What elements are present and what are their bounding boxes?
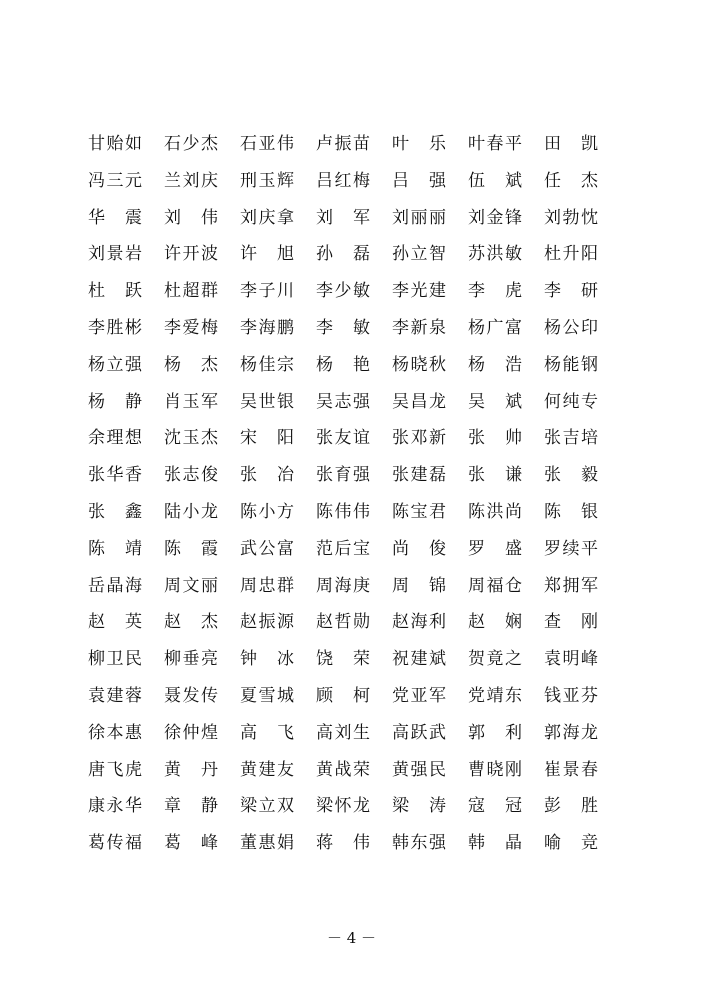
name-entry: 杨晓秋 bbox=[392, 354, 446, 375]
name-entry: 祝建斌 bbox=[392, 649, 446, 670]
name-entry: 苏洪敏 bbox=[468, 244, 522, 265]
name-entry: 武公富 bbox=[240, 538, 294, 559]
name-entry: 党亚军 bbox=[392, 685, 446, 706]
name-entry: 陈 霞 bbox=[164, 538, 218, 559]
name-entry: 陈宝君 bbox=[392, 501, 446, 522]
name-entry: 崔景春 bbox=[544, 759, 598, 780]
name-entry: 袁建蓉 bbox=[88, 685, 142, 706]
name-entry: 陈 银 bbox=[544, 501, 598, 522]
name-entry: 张 冶 bbox=[240, 465, 294, 486]
name-entry: 吴世银 bbox=[240, 391, 294, 412]
name-entry: 黄建友 bbox=[240, 759, 294, 780]
name-entry: 曹晓刚 bbox=[468, 759, 522, 780]
name-entry: 章 静 bbox=[164, 796, 218, 817]
name-entry: 刘勃忱 bbox=[544, 207, 598, 228]
name-entry: 夏雪城 bbox=[240, 685, 294, 706]
name-entry: 刘 伟 bbox=[164, 207, 218, 228]
name-entry: 李胜彬 bbox=[88, 317, 142, 338]
name-entry: 查 刚 bbox=[544, 612, 598, 633]
name-entry: 李子川 bbox=[240, 281, 294, 302]
name-entry: 彭 胜 bbox=[544, 796, 598, 817]
name-entry: 寇 冠 bbox=[468, 796, 522, 817]
name-entry: 叶春平 bbox=[468, 134, 522, 154]
name-entry: 贺竟之 bbox=[468, 649, 522, 670]
name-entry: 石亚伟 bbox=[240, 134, 294, 154]
name-entry: 张志俊 bbox=[164, 465, 218, 486]
name-entry: 杜超群 bbox=[164, 281, 218, 302]
name-entry: 张吉培 bbox=[544, 428, 598, 449]
name-entry: 甘贻如 bbox=[88, 134, 142, 154]
name-entry: 张育强 bbox=[316, 465, 370, 486]
name-entry: 杨公印 bbox=[544, 317, 598, 338]
name-entry: 张邓新 bbox=[392, 428, 446, 449]
name-entry: 陈伟伟 bbox=[316, 501, 370, 522]
name-entry: 华 震 bbox=[88, 207, 142, 228]
name-entry: 许开波 bbox=[164, 244, 218, 265]
name-entry: 郑拥军 bbox=[544, 575, 598, 596]
name-entry: 钟 冰 bbox=[240, 649, 294, 670]
name-entry: 蒋 伟 bbox=[316, 833, 370, 854]
name-entry: 杨 浩 bbox=[468, 354, 522, 375]
name-entry: 吕 强 bbox=[392, 170, 446, 191]
name-entry: 徐本惠 bbox=[88, 722, 142, 743]
name-entry: 顾 柯 bbox=[316, 685, 370, 706]
name-entry: 杨 艳 bbox=[316, 354, 370, 375]
name-entry: 范后宝 bbox=[316, 538, 370, 559]
name-entry: 高刘生 bbox=[316, 722, 370, 743]
name-entry: 周福仓 bbox=[468, 575, 522, 596]
name-entry: 张华香 bbox=[88, 465, 142, 486]
name-entry: 叶 乐 bbox=[392, 134, 446, 154]
name-entry: 李爱梅 bbox=[164, 317, 218, 338]
name-entry: 任 杰 bbox=[544, 170, 598, 191]
name-entry: 伍 斌 bbox=[468, 170, 522, 191]
name-entry: 郭 利 bbox=[468, 722, 522, 743]
name-entry: 吴 斌 bbox=[468, 391, 522, 412]
name-entry: 周忠群 bbox=[240, 575, 294, 596]
name-entry: 罗 盛 bbox=[468, 538, 522, 559]
name-entry: 李 敏 bbox=[316, 317, 370, 338]
name-entry: 聂发传 bbox=[164, 685, 218, 706]
name-entry: 董惠娟 bbox=[240, 833, 294, 854]
name-entry: 刘丽丽 bbox=[392, 207, 446, 228]
name-entry: 刑玉辉 bbox=[240, 170, 294, 191]
name-entry: 张 谦 bbox=[468, 465, 522, 486]
name-entry: 赵振源 bbox=[240, 612, 294, 633]
name-entry: 岳晶海 bbox=[88, 575, 142, 596]
name-entry: 张建磊 bbox=[392, 465, 446, 486]
name-entry: 张 鑫 bbox=[88, 501, 142, 522]
name-entry: 何纯专 bbox=[544, 391, 598, 412]
name-entry: 梁 涛 bbox=[392, 796, 446, 817]
page-number: － 4 － bbox=[326, 929, 377, 947]
name-list bbox=[88, 126, 620, 862]
name-entry: 葛传福 bbox=[88, 833, 142, 854]
name-entry: 吴昌龙 bbox=[392, 391, 446, 412]
name-entry: 唐飞虎 bbox=[88, 759, 142, 780]
name-entry: 张 帅 bbox=[468, 428, 522, 449]
name-entry: 黄 丹 bbox=[164, 759, 218, 780]
name-entry: 尚 俊 bbox=[392, 538, 446, 559]
name-entry: 周 锦 bbox=[392, 575, 446, 596]
name-entry: 杨佳宗 bbox=[240, 354, 294, 375]
name-entry: 葛 峰 bbox=[164, 833, 218, 854]
name-entry: 韩东强 bbox=[392, 833, 446, 854]
name-entry: 宋 阳 bbox=[240, 428, 294, 449]
name-entry: 卢振苗 bbox=[316, 134, 370, 154]
name-entry: 钱亚芬 bbox=[544, 685, 598, 706]
name-entry: 党靖东 bbox=[468, 685, 522, 706]
name-entry: 杨 静 bbox=[88, 391, 142, 412]
name-entry: 周文丽 bbox=[164, 575, 218, 596]
name-entry: 吴志强 bbox=[316, 391, 370, 412]
name-entry: 李 虎 bbox=[468, 281, 522, 302]
name-entry: 杨 杰 bbox=[164, 354, 218, 375]
name-entry: 梁怀龙 bbox=[316, 796, 370, 817]
name-entry: 陈 靖 bbox=[88, 538, 142, 559]
name-entry: 李 研 bbox=[544, 281, 598, 302]
name-entry: 袁明峰 bbox=[544, 649, 598, 670]
name-entry: 韩 晶 bbox=[468, 833, 522, 854]
name-entry: 刘 军 bbox=[316, 207, 370, 228]
name-entry: 刘庆拿 bbox=[240, 207, 294, 228]
name-entry: 柳卫民 bbox=[88, 649, 142, 670]
name-entry: 喻 竞 bbox=[544, 833, 598, 854]
name-entry: 黄强民 bbox=[392, 759, 446, 780]
name-entry: 陆小龙 bbox=[164, 501, 218, 522]
name-entry: 赵哲勋 bbox=[316, 612, 370, 633]
name-entry: 李新泉 bbox=[392, 317, 446, 338]
name-entry: 孙立智 bbox=[392, 244, 446, 265]
name-entry: 梁立双 bbox=[240, 796, 294, 817]
name-entry: 赵 英 bbox=[88, 612, 142, 633]
name-entry: 柳垂亮 bbox=[164, 649, 218, 670]
name-entry: 赵 娴 bbox=[468, 612, 522, 633]
name-entry: 陈小方 bbox=[240, 501, 294, 522]
name-entry: 李海鹏 bbox=[240, 317, 294, 338]
name-entry: 李少敏 bbox=[316, 281, 370, 302]
name-entry: 刘景岩 bbox=[88, 244, 142, 265]
name-entry: 石少杰 bbox=[164, 134, 218, 154]
name-entry: 余理想 bbox=[88, 428, 142, 449]
name-entry: 李光建 bbox=[392, 281, 446, 302]
name-entry: 兰刘庆 bbox=[164, 170, 218, 191]
name-entry: 许 旭 bbox=[240, 244, 294, 265]
name-entry: 杨能钢 bbox=[544, 354, 598, 375]
name-entry: 康永华 bbox=[88, 796, 142, 817]
name-entry: 黄战荣 bbox=[316, 759, 370, 780]
name-entry: 高 飞 bbox=[240, 722, 294, 743]
name-entry: 杨广富 bbox=[468, 317, 522, 338]
name-entry: 陈洪尚 bbox=[468, 501, 522, 522]
name-entry: 张友谊 bbox=[316, 428, 370, 449]
name-entry: 孙 磊 bbox=[316, 244, 370, 265]
name-entry: 肖玉军 bbox=[164, 391, 218, 412]
name-entry: 高跃武 bbox=[392, 722, 446, 743]
name-entry: 冯三元 bbox=[88, 170, 142, 191]
name-entry: 赵 杰 bbox=[164, 612, 218, 633]
name-entry: 刘金锋 bbox=[468, 207, 522, 228]
name-entry: 饶 荣 bbox=[316, 649, 370, 670]
name-entry: 沈玉杰 bbox=[164, 428, 218, 449]
name-entry: 周海庚 bbox=[316, 575, 370, 596]
name-entry: 杜升阳 bbox=[544, 244, 598, 265]
name-entry: 郭海龙 bbox=[544, 722, 598, 743]
name-entry: 吕红梅 bbox=[316, 170, 370, 191]
name-entry: 杨立强 bbox=[88, 354, 142, 375]
name-entry: 罗续平 bbox=[544, 538, 598, 559]
name-entry: 赵海利 bbox=[392, 612, 446, 633]
name-entry: 徐仲煌 bbox=[164, 722, 218, 743]
name-entry: 张 毅 bbox=[544, 465, 598, 486]
name-entry: 杜 跃 bbox=[88, 281, 142, 302]
name-entry: 田 凯 bbox=[544, 134, 598, 154]
